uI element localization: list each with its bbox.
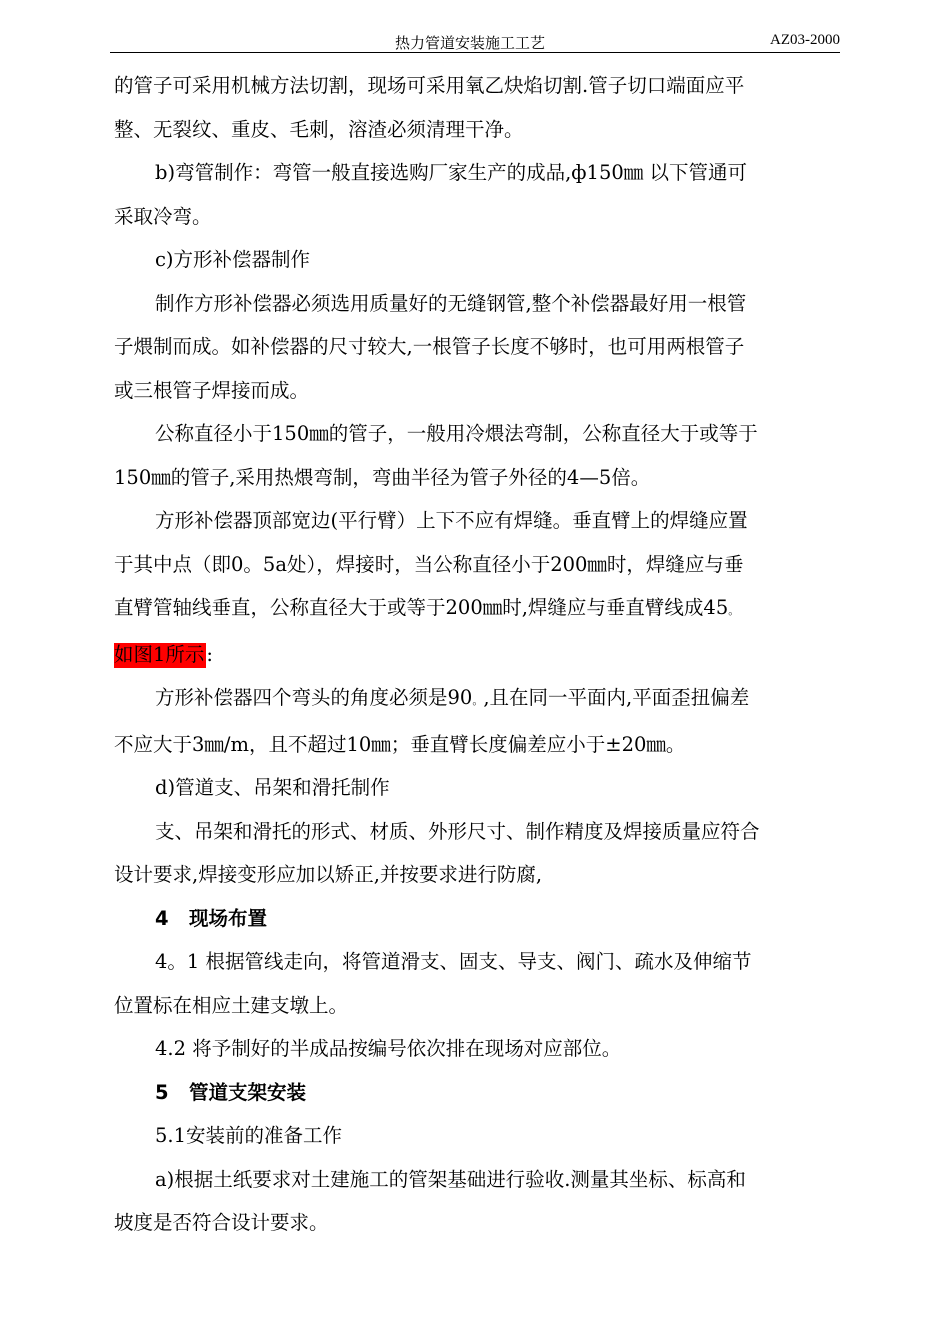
paragraph-line: 于其中点（即0。5a处），焊接时，当公称直径小于200㎜时，焊缝应与垂 bbox=[114, 552, 744, 576]
subsection-heading: c)方形补偿器制作 bbox=[155, 248, 311, 271]
paragraph-line: 150㎜的管子,采用热煨弯制，弯曲半径为管子外径的4—5倍。 bbox=[114, 465, 651, 489]
degree-mark: 。 bbox=[728, 604, 740, 617]
page-header bbox=[110, 30, 840, 53]
paragraph-line: b)弯管制作：弯管一般直接选购厂家生产的成品,ф150㎜ 以下管通可 bbox=[155, 161, 747, 184]
section-heading-5 bbox=[114, 1071, 844, 1115]
line-text: 直臂管轴线垂直，公称直径大于或等于200㎜时,焊缝应与垂直臂线成45 bbox=[114, 596, 729, 619]
paragraph-line: 制作方形补偿器必须选用质量好的无缝钢管,整个补偿器最好用一根管 bbox=[155, 291, 747, 315]
subsection-heading: d)管道支、吊架和滑托制作 bbox=[155, 776, 390, 799]
paragraph-line: 方形补偿器顶部宽边(平行臂）上下不应有焊缝。垂直臂上的焊缝应置 bbox=[155, 509, 748, 532]
paragraph-line: 支、吊架和滑托的形式、材质、外形尺寸、制作精度及焊接质量应符合 bbox=[155, 819, 760, 843]
header-title: 热力管道安装施工工艺 bbox=[395, 34, 546, 52]
paragraph-line bbox=[114, 676, 844, 723]
paragraph-line: 公称直径小于150㎜的管子，一般用冷煨法弯制，公称直径大于或等于 bbox=[155, 422, 758, 445]
document-body bbox=[114, 64, 844, 1245]
header-document-code: AZ03-2000 bbox=[770, 32, 840, 48]
paragraph-line: 采取冷弯。 bbox=[114, 204, 212, 228]
paragraph-line: 坡度是否符合设计要求。 bbox=[114, 1211, 329, 1234]
section-number: 4 bbox=[155, 906, 169, 930]
paragraph-line: 子煨制而成。如补偿器的尺寸较大,一根管子长度不够时，也可用两根管子 bbox=[114, 335, 745, 358]
paragraph-line: 或三根管子焊接而成。 bbox=[114, 378, 310, 402]
paragraph-line: 4.2 将予制好的半成品按编号依次排在现场对应部位。 bbox=[155, 1037, 622, 1060]
paragraph-line: 的管子可采用机械方法切割，现场可采用氧乙炔焰切割.管子切口端面应平 bbox=[114, 74, 745, 97]
line-text: 方形补偿器四个弯头的角度必须是90 bbox=[155, 686, 473, 709]
paragraph-line: a)根据土纸要求对土建施工的管架基础进行验收.测量其坐标、标高和 bbox=[155, 1167, 746, 1191]
section-title: 现场布置 bbox=[188, 906, 267, 930]
paragraph-line: 设计要求,焊接变形应加以矫正,并按要求进行防腐, bbox=[114, 863, 543, 886]
line-text: : bbox=[206, 642, 213, 666]
paragraph-line bbox=[114, 586, 844, 633]
section-number: 5 bbox=[155, 1080, 169, 1104]
paragraph-line: 位置标在相应土建支墩上。 bbox=[114, 993, 349, 1017]
paragraph-line: 4。1 根据管线走向，将管道滑支、固支、导支、阀门、疏水及伸缩节 bbox=[155, 950, 752, 973]
paragraph-line: 不应大于3㎜/m，且不超过10㎜；垂直臂长度偏差应小于±20㎜。 bbox=[114, 732, 686, 756]
paragraph-line: 整、无裂纹、重皮、毛刺，溶渣必须清理干净。 bbox=[114, 117, 524, 141]
section-title: 管道支架安装 bbox=[188, 1080, 306, 1104]
section-heading-4 bbox=[114, 897, 844, 941]
highlighted-figure-reference: 如图1所示 bbox=[114, 642, 205, 666]
subsection-heading: 5.1安装前的准备工作 bbox=[155, 1124, 343, 1147]
figure-reference-line bbox=[114, 633, 844, 677]
degree-mark: 。 bbox=[472, 694, 484, 707]
line-text: ,且在同一平面内,平面歪扭偏差 bbox=[483, 686, 750, 709]
